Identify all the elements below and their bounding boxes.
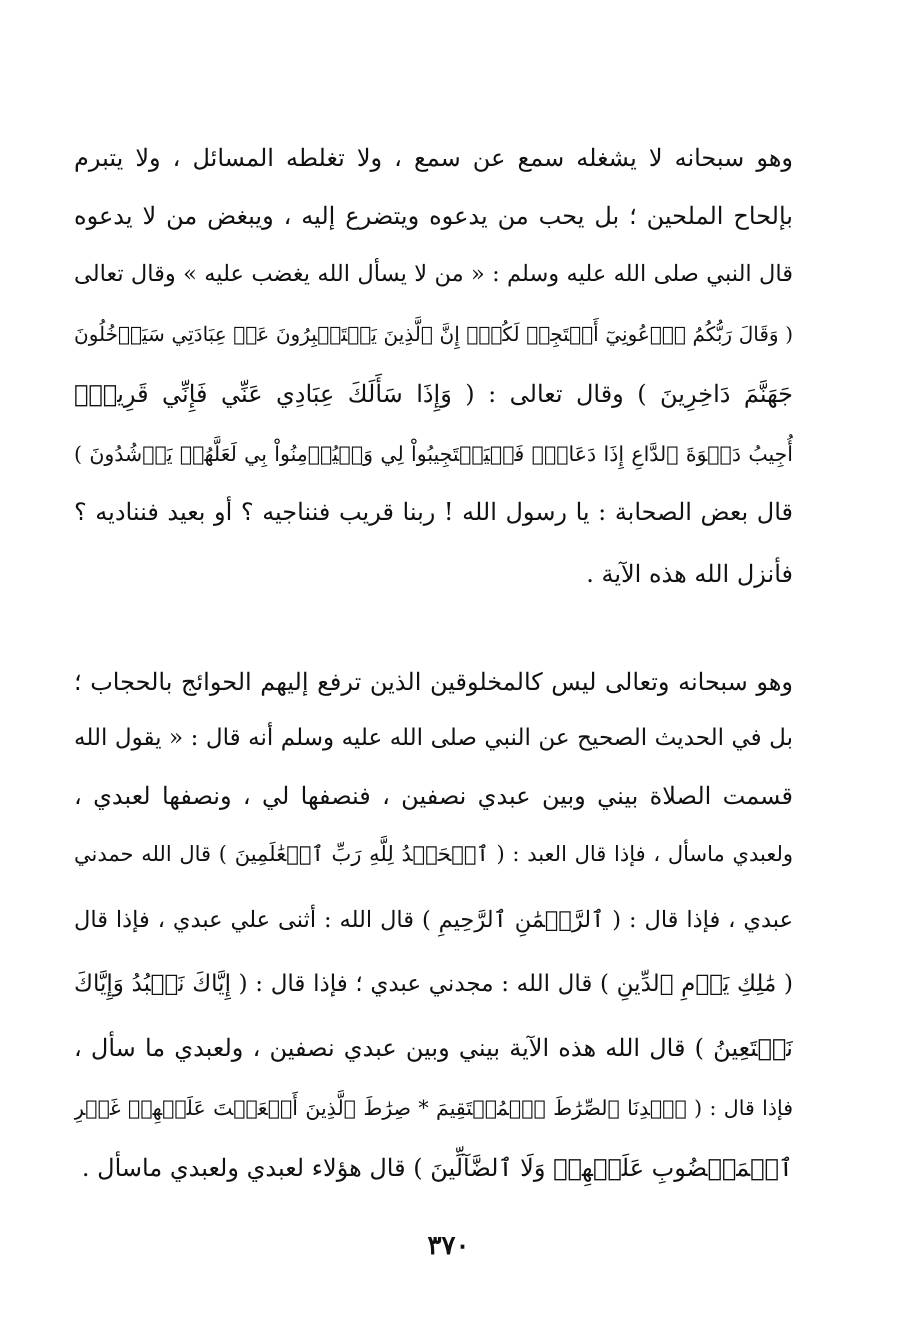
page-number: ٣٧٠ [427, 1231, 470, 1261]
text-line: فأنزل الله هذه الآية . [586, 560, 793, 588]
text-line: وهو سبحانه لا يشغله سمع عن سمع ، ولا تغلطه المسائل ، ولا يتبرم [74, 144, 793, 172]
text-line: قسمت الصلاة بيني وبين عبدي نصفين ، فنصفها لي ، ونصفها لعبدي ، [74, 782, 793, 810]
quran-verse-line: أُجِيبُ دَعۡوَةَ ٱلدَّاعِ إِذَا دَعَانِۖ فَلۡيَسۡتَجِيبُواْ لِي وَلۡيُؤۡمِنُواْ بِي لَعَلَّهُمۡ يَرۡشُدُونَ ) [74, 442, 793, 466]
quran-verse-line: ( وَقَالَ رَبُّكُمُ ٱدۡعُونِيٓ أَسۡتَجِبۡ لَكُمۡۚ إِنَّ ٱلَّذِينَ يَسۡتَكۡبِرُونَ عَنۡ عِبَادَتِي سَيَدۡخُلُونَ [74, 322, 793, 346]
text-line: وهو سبحانه وتعالى ليس كالمخلوقين الذين ترفع إليهم الحوائج بالحجاب ؛ [74, 668, 793, 696]
text-line: نَسۡتَعِينُ ) قال الله هذه الآية بيني وبين عبدي نصفين ، ولعبدي ما سأل ، [74, 1034, 793, 1062]
text-line: ٱلۡمَغۡضُوبِ عَلَيۡهِمۡ وَلَا ٱلضَّآلِّينَ ) قال هؤلاء لعبدي ولعبدي ماسأل . [81, 1154, 793, 1182]
text-line: فإذا قال : ( ٱهۡدِنَا ٱلصِّرَٰطَ ٱلۡمُسۡتَقِيمَ * صِرَٰطَ ٱلَّذِينَ أَنۡعَمۡتَ عَلَيۡهِمۡ غَيۡرِ [74, 1096, 793, 1120]
text-line: عبدي ، فإذا قال : ( ٱلرَّحۡمَٰنِ ٱلرَّحِيمِ ) قال الله : أثنى علي عبدي ، فإذا قال [74, 907, 793, 933]
text-line: ولعبدي ماسأل ، فإذا قال العبد : ( ٱلۡحَمۡدُ لِلَّهِ رَبِّ ٱلۡعَٰلَمِينَ ) قال الله حمدني [74, 842, 793, 866]
text-line: بل في الحديث الصحيح عن النبي صلى الله عليه وسلم أنه قال : « يقول الله [74, 725, 793, 751]
quran-verse-line: جَهَنَّمَ دَاخِرِينَ ) وقال تعالى : ( وَإِذَا سَأَلَكَ عِبَادِي عَنِّي فَإِنِّي قَرِيبٌۖ [74, 380, 793, 408]
text-line: قال النبي صلى الله عليه وسلم : « من لا يسأل الله يغضب عليه » وقال تعالى [74, 261, 793, 287]
text-line: قال بعض الصحابة : يا رسول الله ! ربنا قريب فنناجيه ؟ أو بعيد فنناديه ؟ [74, 498, 793, 526]
text-line: ( مَٰلِكِ يَوۡمِ ٱلدِّينِ ) قال الله : مجدني عبدي ؛ فإذا قال : ( إِيَّاكَ نَعۡبُدُ وَإِيَّاكَ [74, 971, 793, 997]
text-line: بإلحاح الملحين ؛ بل يحب من يدعوه ويتضرع إليه ، ويبغض من لا يدعوه [74, 202, 793, 230]
